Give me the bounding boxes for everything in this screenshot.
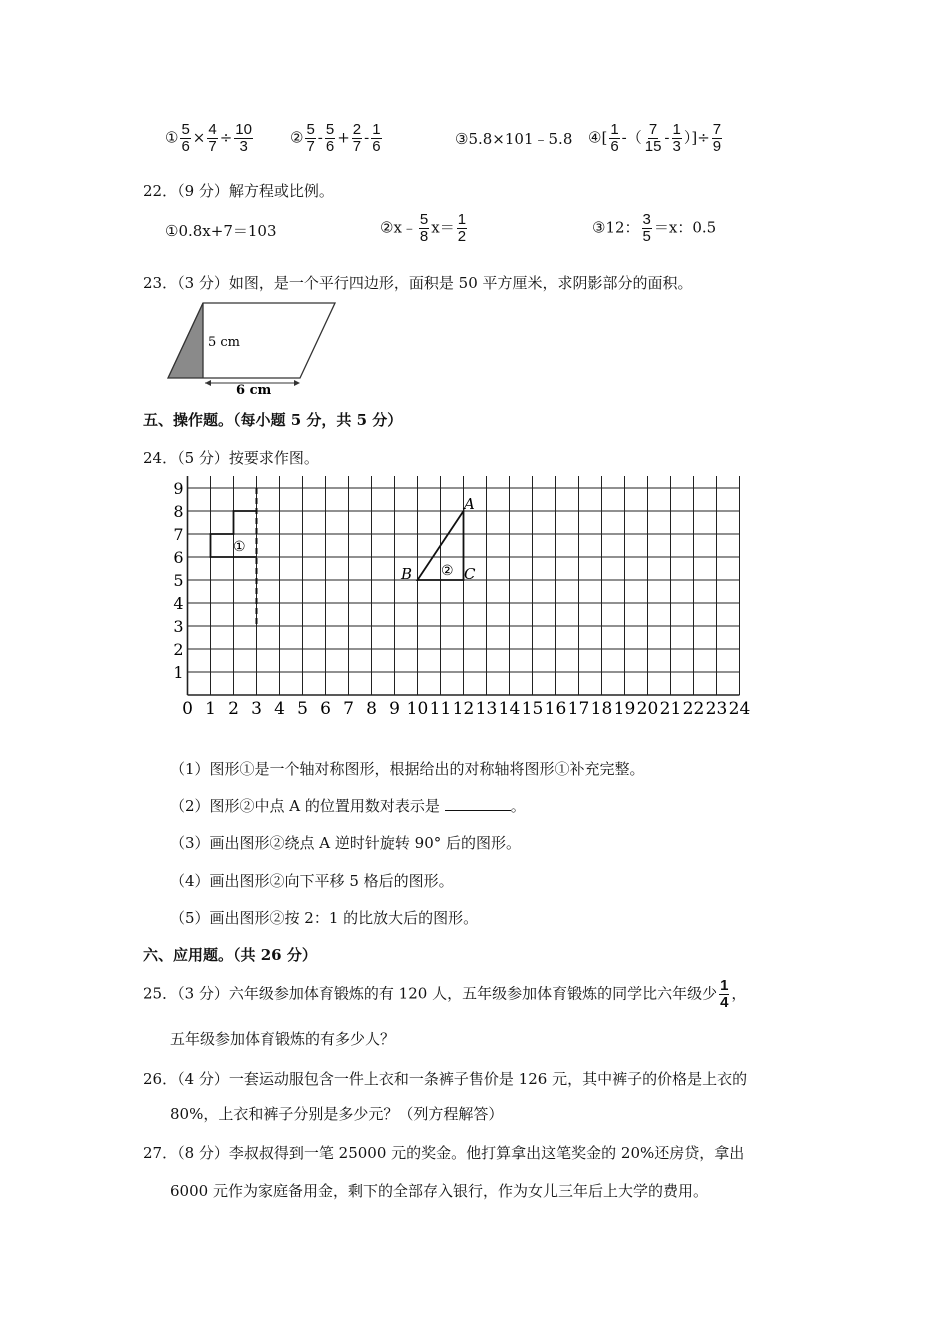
x-tick-label: 5 (297, 699, 308, 719)
q24-title: 24．（5 分）按要求作图。 (143, 449, 319, 467)
operator: ）]÷ (683, 128, 710, 147)
fraction: $\frac{2}{7}$ (352, 121, 362, 155)
q22-eq-3 (592, 212, 716, 245)
operator: + (337, 128, 350, 147)
x-tick-label: 4 (274, 699, 285, 719)
x-tick-label: 14 (498, 699, 521, 719)
x-tick-label: 12 (452, 699, 475, 719)
q22-title: 22．（9 分）解方程或比例。 (143, 182, 334, 200)
operator: - (317, 128, 323, 147)
y-tick-label: 7 (173, 525, 184, 544)
y-tick-label: 2 (173, 640, 184, 659)
x-tick-label: 18 (590, 699, 613, 719)
x-tick-label: 20 (636, 699, 659, 719)
x-tick-label: 21 (659, 699, 682, 719)
fraction: $\frac{1}{4}$ (720, 977, 729, 1011)
point-c-label: C (464, 565, 476, 583)
fraction: $\frac{1}{6}$ (372, 121, 381, 155)
arrow-left-icon (205, 380, 211, 386)
x-tick-label: 24 (728, 699, 751, 719)
x-tick-label: 9 (389, 699, 400, 719)
q21-expr-2 (290, 122, 384, 155)
y-tick-labels (163, 476, 183, 682)
q26-line-1: 26．（4 分）一套运动服包含一件上衣和一条裤子售价是 126 元，其中裤子的价格是上衣的 (143, 1070, 748, 1088)
q22-e3-post: ＝x：0.5 (653, 218, 717, 237)
fraction: $\frac{10}{3}$ (235, 121, 252, 155)
x-tick-label: 1 (205, 699, 216, 719)
parallelogram-figure (160, 298, 340, 398)
q23-title: 23．（3 分）如图，是一个平行四边形，面积是 50 平方厘米，求阴影部分的面积。 (143, 274, 693, 292)
y-tick-label: 6 (173, 548, 184, 567)
q22-e3-pre: ③12： (592, 218, 640, 237)
q25-text: 25．（3 分）六年级参加体育锻炼的有 120 人，五年级参加体育锻炼的同学比六年级少 (143, 984, 718, 1003)
y-tick-label: 3 (173, 617, 184, 636)
q22-eq-1: ①0.8x+7＝103 (165, 222, 277, 240)
coordinate-grid (160, 476, 760, 744)
x-tick-label: 15 (521, 699, 544, 719)
x-tick-label: 13 (475, 699, 498, 719)
shape-2-label: ② (441, 563, 454, 579)
fraction: $\frac{4}{7}$ (208, 121, 217, 155)
fraction: $\frac{7}{9}$ (712, 121, 722, 155)
y-tick-label: 4 (173, 594, 184, 613)
q24-sub-5: （5）画出图形②按 2：1 的比放大后的图形。 (170, 909, 479, 927)
q24-sub-3: （3）画出图形②绕点 A 逆时针旋转 90° 后的图形。 (170, 834, 522, 852)
x-tick-label: 19 (613, 699, 636, 719)
x-tick-label: 23 (705, 699, 728, 719)
q27-line-2: 6000 元作为家庭备用金，剩下的全部存入银行，作为女儿三年后上大学的费用。 (170, 1182, 708, 1200)
q21-e1-label: ① (165, 128, 179, 147)
x-tick-label: 2 (228, 699, 239, 719)
x-tick-label: 6 (320, 699, 331, 719)
operator: -（ (621, 128, 642, 147)
point-b-label: B (401, 565, 413, 583)
q25-line-2: 五年级参加体育锻炼的有多少人？ (170, 1030, 396, 1048)
q27-line-1: 27．（8 分）李叔叔得到一笔 25000 元的奖金。他打算拿出这笔奖金的 20%还房贷，拿出 (143, 1144, 745, 1162)
y-tick-label: 9 (173, 479, 184, 498)
q24-sub-2-text: （2）图形②中点 A 的位置用数对表示是 (170, 797, 440, 815)
q24-sub-2 (170, 795, 526, 816)
operator: ÷ (219, 128, 233, 147)
x-tick-label: 3 (251, 699, 262, 719)
y-tick-label: 5 (173, 571, 184, 590)
fraction: $\frac{5}{7}$ (306, 121, 315, 155)
x-tick-label: 16 (544, 699, 567, 719)
y-tick-label: 8 (173, 502, 184, 521)
x-tick-label: 10 (406, 699, 429, 719)
q22-e2-mid: x＝ (431, 218, 455, 237)
section5-heading: 五、操作题。（每小题 5 分，共 5 分） (143, 411, 403, 429)
fraction: $\frac{5}{6}$ (325, 121, 335, 155)
fraction: $\frac{5}{8}$ (419, 211, 429, 245)
base-label: 6 cm (236, 383, 272, 398)
fraction: $\frac{7}{15}$ (644, 121, 662, 155)
arrow-right-icon (294, 380, 300, 386)
x-tick-labels (182, 699, 750, 719)
q21-expr-4 (588, 122, 724, 155)
q22-eq-2 (380, 212, 469, 245)
height-label: 5 cm (208, 335, 241, 350)
fraction: $\frac{3}{5}$ (642, 211, 651, 245)
operator: - (364, 128, 370, 147)
q24-sub-4: （4）画出图形②向下平移 5 格后的图形。 (170, 872, 454, 890)
operator: × (192, 128, 206, 147)
q25-comma: ， (731, 984, 747, 1003)
x-tick-label: 8 (366, 699, 377, 719)
q25-line-1 (143, 978, 746, 1011)
q26-line-2: 80%，上衣和裤子分别是多少元？（列方程解答） (170, 1105, 504, 1123)
y-tick-label: 1 (173, 663, 184, 682)
x-tick-label: 17 (567, 699, 590, 719)
shape-1-label: ① (233, 539, 246, 555)
q24-sub-1: （1）图形①是一个轴对称图形，根据给出的对称轴将图形①补充完整。 (170, 760, 645, 778)
section6-heading: 六、应用题。（共 26 分） (143, 946, 317, 964)
q21-e3-text: ③5.8×101﹣5.8 (455, 130, 573, 148)
q21-expr-3 (455, 128, 572, 149)
x-tick-label: 0 (182, 699, 193, 719)
fraction: $\frac{1}{3}$ (672, 121, 681, 155)
fraction: $\frac{5}{6}$ (181, 121, 190, 155)
x-tick-label: 22 (682, 699, 705, 719)
q21-expr-1 (165, 122, 255, 155)
q24-sub-2-end: 。 (510, 797, 526, 815)
x-tick-label: 7 (343, 699, 354, 719)
operator: - (664, 128, 670, 147)
point-a-label: A (464, 495, 475, 513)
answer-blank[interactable] (445, 796, 511, 811)
x-tick-label: 11 (429, 699, 452, 719)
fraction: $\frac{1}{6}$ (610, 121, 619, 155)
q21-e4-label: ④[ (588, 128, 608, 147)
fraction: $\frac{1}{2}$ (457, 211, 467, 245)
q22-e2-pre: ②x﹣ (380, 218, 417, 237)
q21-e2-label: ② (290, 128, 304, 147)
